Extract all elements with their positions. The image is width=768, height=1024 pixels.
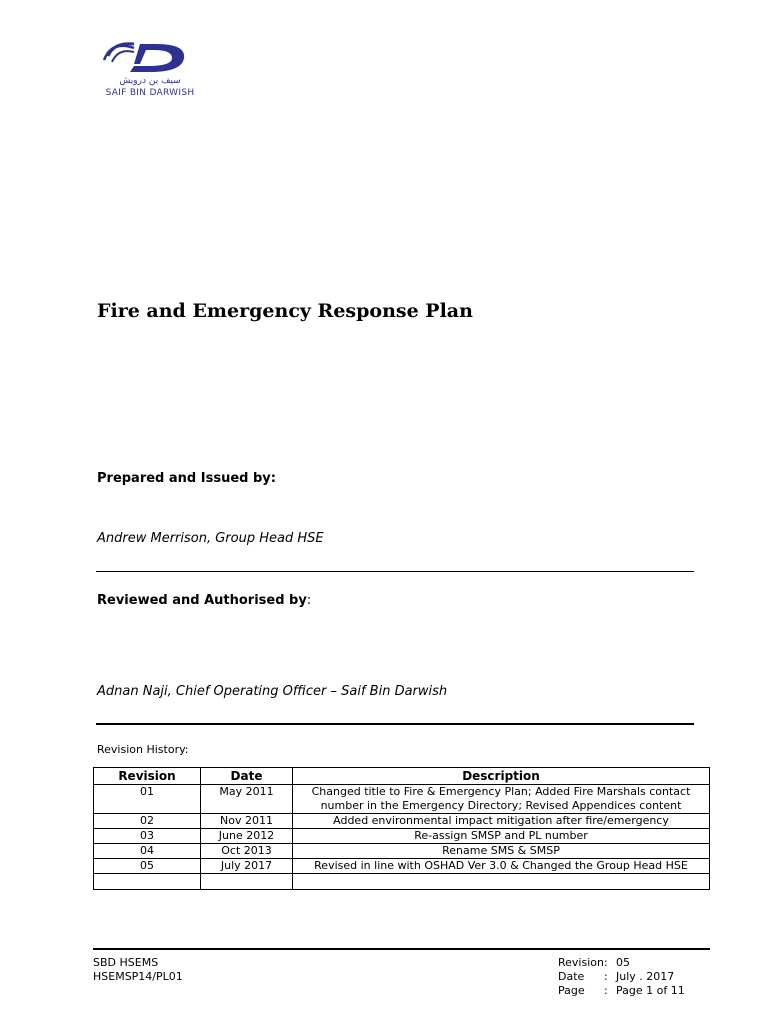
header-description: Description bbox=[293, 768, 710, 785]
footer-divider bbox=[93, 948, 710, 950]
reviewed-label-text: Reviewed and Authorised by bbox=[97, 593, 307, 608]
cell-revision: 03 bbox=[94, 829, 201, 844]
footer-revision-value: 05 bbox=[616, 956, 630, 969]
prepared-by-name: Andrew Merrison, Group Head HSE bbox=[97, 531, 324, 546]
footer-document-ref bbox=[93, 956, 183, 984]
table-row bbox=[94, 829, 710, 844]
reviewed-by-name: Adnan Naji, Chief Operating Officer – Saif Bin Darwish bbox=[97, 684, 448, 699]
cell-revision: 02 bbox=[94, 814, 201, 829]
cell-revision: 04 bbox=[94, 844, 201, 859]
footer-revision-row bbox=[558, 956, 685, 970]
table-row bbox=[94, 874, 710, 890]
cell-date bbox=[201, 874, 293, 890]
table-row bbox=[94, 844, 710, 859]
reviewed-label-colon: : bbox=[306, 593, 312, 608]
revision-history-caption: Revision History: bbox=[97, 743, 189, 756]
table-row bbox=[94, 814, 710, 829]
logo-swoosh-icon bbox=[100, 38, 200, 78]
footer-page-row bbox=[558, 984, 685, 998]
logo-arabic-text: سيف بن درويش bbox=[119, 76, 181, 86]
footer-date-value: July . 2017 bbox=[616, 970, 675, 983]
cell-description: Changed title to Fire & Emergency Plan; Added Fire Marshals contact number in the Emergency Directory; Revised Appendices content bbox=[293, 785, 710, 814]
cell-date: May 2011 bbox=[201, 785, 293, 814]
cell-revision: 01 bbox=[94, 785, 201, 814]
prepared-signature-line bbox=[96, 571, 694, 572]
cell-description: Added environmental impact mitigation after fire/emergency bbox=[293, 814, 710, 829]
footer-date-row bbox=[558, 970, 685, 984]
logo-latin-text: SAIF BIN DARWISH bbox=[105, 88, 195, 98]
header-revision: Revision bbox=[94, 768, 201, 785]
company-logo bbox=[100, 38, 200, 102]
cell-date: Nov 2011 bbox=[201, 814, 293, 829]
footer-date-key: Date bbox=[558, 970, 585, 983]
footer-revision-key: Revision: bbox=[558, 956, 608, 969]
cell-revision bbox=[94, 874, 201, 890]
footer-document-code: HSEMSP14/PL01 bbox=[93, 970, 183, 983]
cell-description: Revised in line with OSHAD Ver 3.0 & Changed the Group Head HSE bbox=[293, 859, 710, 874]
document-title: Fire and Emergency Response Plan bbox=[97, 300, 473, 322]
reviewed-signature-line bbox=[96, 723, 694, 725]
footer-page-key: Page bbox=[558, 984, 585, 997]
cell-description: Rename SMS & SMSP bbox=[293, 844, 710, 859]
footer-date-sep: : bbox=[604, 970, 608, 983]
footer-meta bbox=[558, 956, 685, 998]
table-header-row bbox=[94, 768, 710, 785]
table-row bbox=[94, 859, 710, 874]
prepared-label: Prepared and Issued by: bbox=[97, 471, 276, 486]
cell-date: June 2012 bbox=[201, 829, 293, 844]
footer-page-value: Page 1 of 11 bbox=[616, 984, 685, 997]
footer-page-sep: : bbox=[604, 984, 608, 997]
header-date: Date bbox=[201, 768, 293, 785]
footer-system-name: SBD HSEMS bbox=[93, 956, 159, 969]
cell-description: Re-assign SMSP and PL number bbox=[293, 829, 710, 844]
cell-date: Oct 2013 bbox=[201, 844, 293, 859]
cell-date: July 2017 bbox=[201, 859, 293, 874]
table-row bbox=[94, 785, 710, 814]
cell-description bbox=[293, 874, 710, 890]
reviewed-label bbox=[97, 593, 311, 608]
cell-revision: 05 bbox=[94, 859, 201, 874]
revision-history-table bbox=[93, 767, 710, 890]
